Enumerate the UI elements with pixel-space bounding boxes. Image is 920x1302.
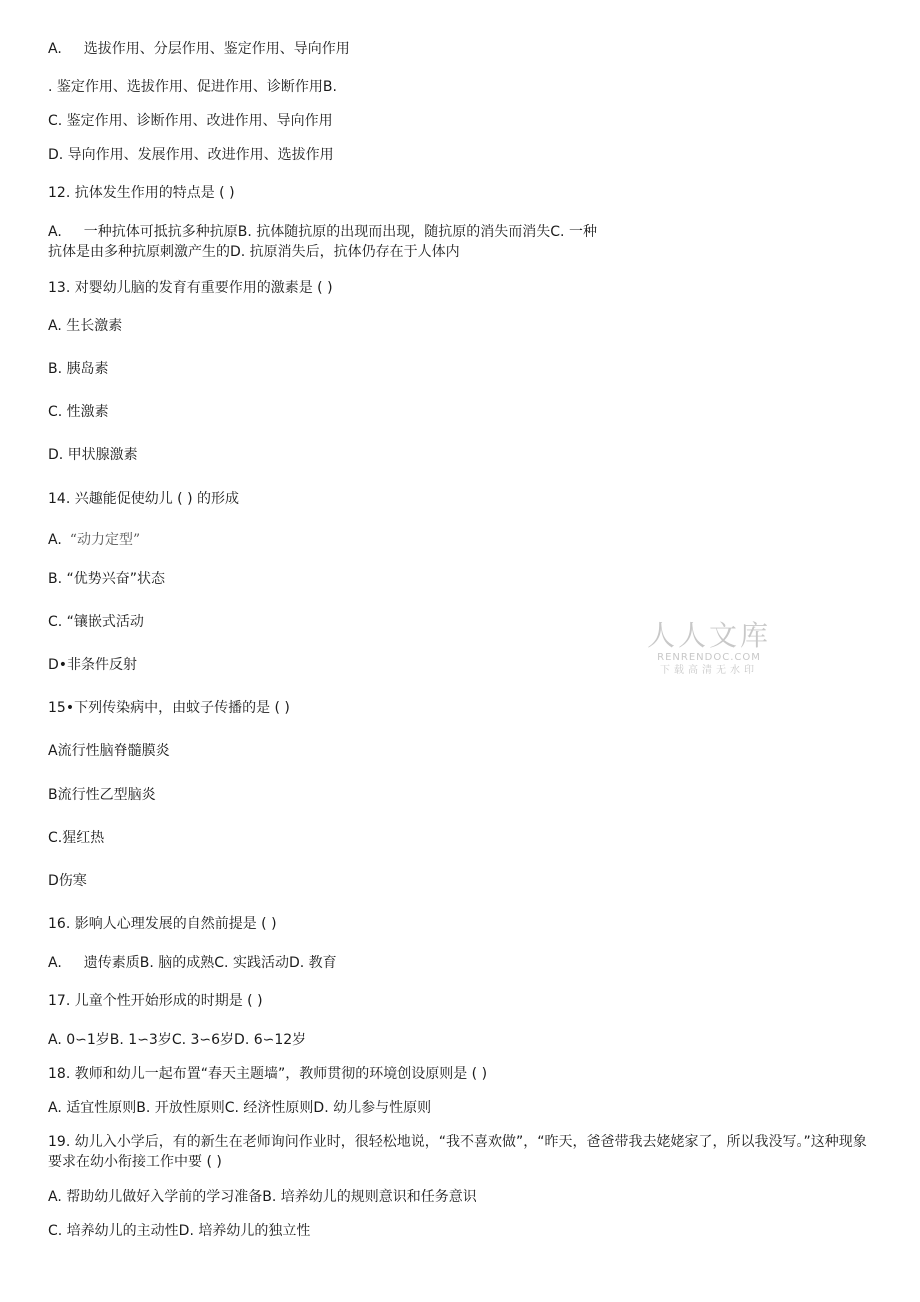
watermark-site: RENRENDOC.COM	[657, 652, 761, 663]
question-13: 13. 对婴幼儿脑的发育有重要作用的激素是 ( )	[48, 280, 333, 296]
option-prefix: A.	[48, 955, 62, 971]
option-text: 遗传素质B. 脑的成熟C. 实践活动D. 教育	[83, 955, 337, 971]
option-14d: D•非条件反射	[48, 657, 138, 673]
question-14: 14. 兴趣能促使幼儿 ( ) 的形成	[48, 491, 239, 507]
option-15d: D伤寒	[48, 873, 87, 889]
question-15: 15•下列传染病中，由蚊子传播的是 ( )	[48, 700, 290, 716]
option-15a: A流行性脑脊髓膜炎	[48, 743, 170, 759]
question-19: 19. 幼儿入小学后，有的新生在老师询问作业时，很轻松地说，“我不喜欢做”，“昨天，爸爸带我去姥姥家了，所以我没写。”这种现象要求在幼小衔接工作中要 ( )	[48, 1134, 867, 1170]
option-14b: B. “优势兴奋”状态	[48, 571, 166, 587]
option-13a: A. 生长激素	[48, 318, 123, 334]
option-text: “动力定型”	[69, 532, 141, 548]
option-11c: C. 鉴定作用、诊断作用、改进作用、导向作用	[48, 113, 333, 129]
option-prefix: A.	[48, 224, 62, 240]
question-12: 12. 抗体发生作用的特点是 ( )	[48, 185, 235, 201]
option-13d: D. 甲状腺激素	[48, 447, 138, 463]
option-11d: D. 导向作用、发展作用、改进作用、选拔作用	[48, 147, 334, 163]
option-13c: C. 性激素	[48, 404, 109, 420]
options-19-ab: A. 帮助幼儿做好入学前的学习准备B. 培养幼儿的规则意识和任务意识	[48, 1189, 477, 1205]
option-prefix: A.	[48, 532, 62, 548]
option-14a	[48, 530, 140, 550]
watermark-title: 人人文库	[646, 619, 771, 652]
option-prefix: A.	[48, 41, 62, 57]
question-16: 16. 影响人心理发展的自然前提是 ( )	[48, 916, 277, 932]
option-14c: C. “镶嵌式活动	[48, 614, 144, 630]
options-18: A. 适宜性原则B. 开放性原则C. 经济性原则D. 幼儿参与性原则	[48, 1100, 432, 1116]
watermark-subtitle: 下载高清无水印	[660, 665, 758, 676]
options-19-cd: C. 培养幼儿的主动性D. 培养幼儿的独立性	[48, 1223, 311, 1239]
question-18: 18. 教师和幼儿一起布置“春天主题墙”，教师贯彻的环境创设原则是 ( )	[48, 1066, 488, 1082]
option-11a	[48, 39, 350, 59]
options-16	[48, 953, 337, 973]
option-11b: . 鉴定作用、选拔作用、促进作用、诊断作用B.	[48, 79, 337, 95]
options-17: A. 0∽1岁B. 1∽3岁C. 3∽6岁D. 6∽12岁	[48, 1032, 307, 1048]
option-12-combined	[48, 222, 608, 262]
watermark	[644, 620, 774, 678]
option-13b: B. 胰岛素	[48, 361, 109, 377]
option-15b: B流行性乙型脑炎	[48, 787, 156, 803]
option-15c: C.猩红热	[48, 830, 105, 846]
option-text: 一种抗体可抵抗多种抗原B. 抗体随抗原的出现而出现，随抗原的消失而消失C. 一种抗体是由多种抗原刺激产生的D. 抗原消失后，抗体仍存在于人体内	[48, 224, 597, 260]
question-17: 17. 儿童个性开始形成的时期是 ( )	[48, 993, 263, 1009]
option-text: 选拔作用、分层作用、鉴定作用、导向作用	[83, 41, 350, 57]
